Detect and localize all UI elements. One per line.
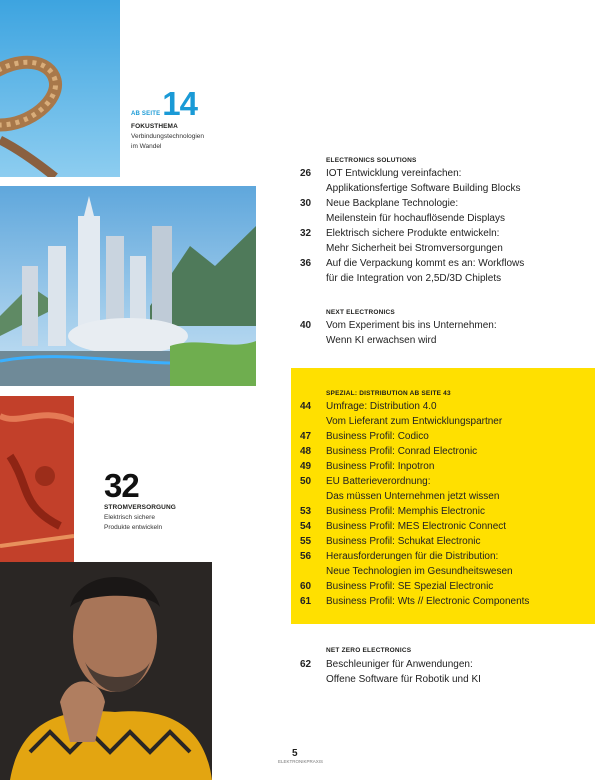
toc-page-number: 55 [300,536,312,547]
toc-page-number: 49 [300,461,312,472]
toc-entry-line: EU Batterieverordnung: [326,476,431,487]
toc-entry[interactable] [300,519,590,534]
city-illustration [0,186,256,386]
toc-entry-line: Neue Backplane Technologie: [326,198,459,209]
toc-entry[interactable] [300,318,590,348]
toc-entry[interactable] [300,579,590,594]
feature-page-number: 14 [162,85,197,122]
toc-entry[interactable] [300,459,590,474]
toc-page-number: 56 [300,551,312,562]
toc-entry[interactable] [300,534,590,549]
toc-page-number: 61 [300,596,312,607]
toc-page-number: 36 [300,258,312,269]
toc-entry[interactable] [300,256,590,286]
toc-entry[interactable] [300,657,590,687]
toc-entry-line: IOT Entwicklung vereinfachen: [326,168,462,179]
toc-page-number: 44 [300,401,312,412]
toc-entry-line: Business Profil: SE Spezial Electronic [326,581,494,592]
toc-entry-line: Offene Software für Robotik und KI [326,674,481,685]
circuit-texture-photo [0,396,74,570]
toc-entry[interactable] [300,504,590,519]
toc-entry-line: Umfrage: Distribution 4.0 [326,401,437,412]
section-heading: ELECTRONICS SOLUTIONS [326,157,417,164]
toc-page-number: 53 [300,506,312,517]
toc-entry-line: Business Profil: Memphis Electronic [326,506,485,517]
toc-entry-line: Herausforderungen für die Distribution: [326,551,499,562]
toc-entry-line: Business Profil: Codico [326,431,429,442]
toc-entry-line: Neue Technologien im Gesundheitswesen [326,566,513,577]
toc-page-number: 48 [300,446,312,457]
toc-entry[interactable] [300,429,590,444]
feature-subtitle-line: Produkte entwickeln [104,524,163,531]
section-heading: SPEZIAL: DISTRIBUTION AB SEITE 43 [326,390,451,397]
feature-subtitle-line: Elektrisch sichere [104,514,155,521]
toc-page-number: 30 [300,198,312,209]
toc-entry-line: Auf die Verpackung kommt es an: Workflows [326,258,525,269]
toc-entry-line: Business Profil: Inpotron [326,461,435,472]
feature-subtitle-line: Verbindungstechnologien [131,133,205,140]
toc-entry-line: Wenn KI erwachsen wird [326,335,437,346]
toc-entry[interactable] [300,166,590,196]
page-footer [278,748,324,765]
feature-teaser-14[interactable] [131,85,241,152]
toc-entry-line: für die Integration von 2,5D/3D Chiplets [326,273,502,284]
feature-subtitle [104,513,224,533]
toc-entry-line: Business Profil: Schukat Electronic [326,536,481,547]
feature-tag: FOKUSTHEMA [131,123,178,130]
toc-entry[interactable] [300,549,590,579]
portrait-photo [0,562,212,780]
toc-page-number: 47 [300,431,312,442]
publication-name: ELEKTRONIKPRAXIS [278,759,324,764]
toc-entry-line: Vom Lieferant zum Entwicklungspartner [326,416,503,427]
feature-tag: STROMVERSORGUNG [104,504,176,511]
feature-subtitle-line: im Wandel [131,143,162,150]
section-heading: NET ZERO ELECTRONICS [326,647,412,654]
toc-page-number: 54 [300,521,312,532]
toc-entry-line: Mehr Sicherheit bei Stromversorgungen [326,243,503,254]
feature-subtitle [131,132,241,152]
feature-page-number: 32 [104,467,139,504]
rope-photo [0,0,120,177]
toc-entry-line: Elektrisch sichere Produkte entwickeln: [326,228,500,239]
toc-entry-line: Business Profil: Wts // Electronic Components [326,596,530,607]
toc-entry-line: Business Profil: MES Electronic Connect [326,521,507,532]
section-heading: NEXT ELECTRONICS [326,309,395,316]
toc-entry-line: Meilenstein für hochauflösende Displays [326,213,505,224]
feature-teaser-32[interactable] [104,467,224,533]
toc-entry[interactable] [300,444,590,459]
page-number: 5 [292,748,298,759]
toc-entry[interactable] [300,196,590,226]
toc-entry-line: Applikationsfertige Software Building Blocks [326,183,521,194]
toc-page-number: 32 [300,228,312,239]
toc-entry-line: Business Profil: Conrad Electronic [326,446,478,457]
toc-entry[interactable] [300,226,590,256]
toc-entry[interactable] [300,399,590,429]
toc-entry[interactable] [300,594,590,609]
toc-page-number: 62 [300,659,312,670]
toc-page-number: 40 [300,320,312,331]
feature-prefix: AB SEITE [131,111,161,117]
toc-entry-line: Beschleuniger für Anwendungen: [326,659,473,670]
toc-entry-line: Das müssen Unternehmen jetzt wissen [326,491,500,502]
toc-entry[interactable] [300,474,590,504]
toc-page-number: 50 [300,476,312,487]
toc-page-number: 60 [300,581,312,592]
toc-page-number: 26 [300,168,312,179]
toc-entry-line: Vom Experiment bis ins Unternehmen: [326,320,497,331]
